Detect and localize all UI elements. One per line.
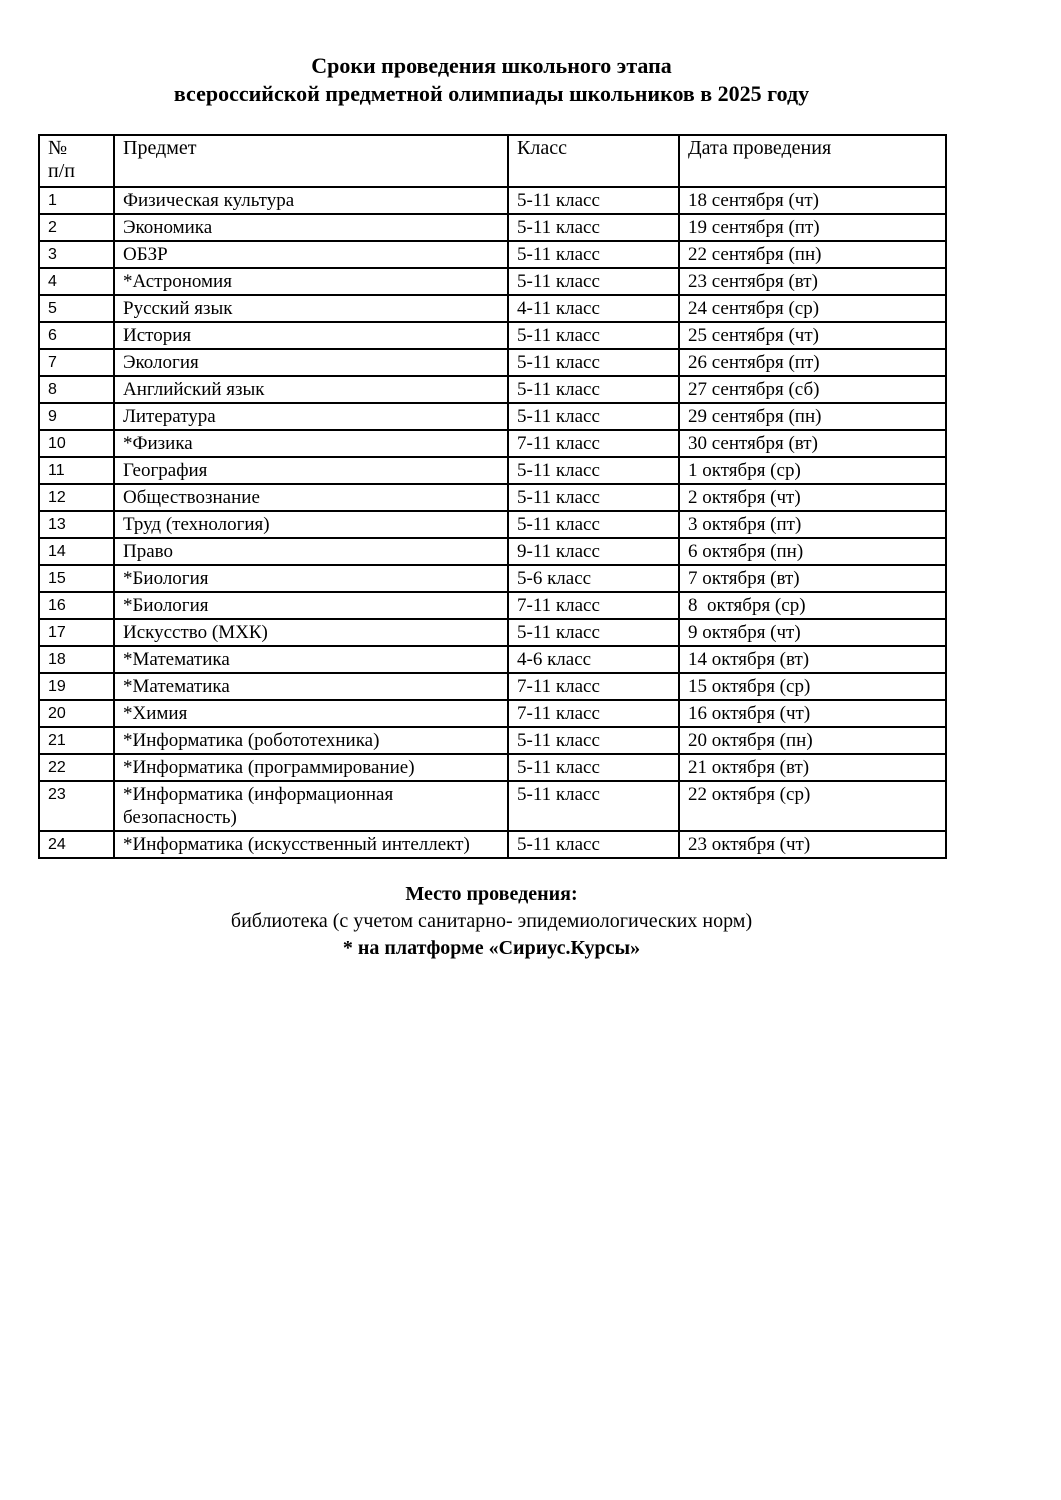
row-subject: *Математика xyxy=(114,646,508,673)
row-subject: *Физика xyxy=(114,430,508,457)
table-row xyxy=(39,322,946,349)
row-subject: *Химия xyxy=(114,700,508,727)
table-row xyxy=(39,241,946,268)
header-subject: Предмет xyxy=(114,135,508,187)
row-subject: География xyxy=(114,457,508,484)
row-subject: *Биология xyxy=(114,592,508,619)
table-row xyxy=(39,511,946,538)
table-row xyxy=(39,187,946,214)
platform-note: * на платформе «Сириус.Курсы» xyxy=(342,937,641,959)
row-grade: 4-6 класс xyxy=(508,646,679,673)
row-number: 12 xyxy=(39,484,114,511)
row-subject: *Информатика (программирование) xyxy=(114,754,508,781)
row-subject: *Биология xyxy=(114,565,508,592)
row-grade: 5-6 класс xyxy=(508,565,679,592)
table-row xyxy=(39,700,946,727)
row-number: 18 xyxy=(39,646,114,673)
row-number: 10 xyxy=(39,430,114,457)
row-date: 16 октября (чт) xyxy=(679,700,946,727)
row-number: 14 xyxy=(39,538,114,565)
row-grade: 5-11 класс xyxy=(508,322,679,349)
row-grade: 5-11 класс xyxy=(508,214,679,241)
row-number: 3 xyxy=(39,241,114,268)
table-row xyxy=(39,430,946,457)
row-date: 7 октября (вт) xyxy=(679,565,946,592)
header-date: Дата проведения xyxy=(679,135,946,187)
row-number: 13 xyxy=(39,511,114,538)
row-date: 22 сентября (пн) xyxy=(679,241,946,268)
row-grade: 5-11 класс xyxy=(508,831,679,858)
row-date: 15 октября (ср) xyxy=(679,673,946,700)
row-date: 3 октября (пт) xyxy=(679,511,946,538)
row-subject: Английский язык xyxy=(114,376,508,403)
row-subject: Литература xyxy=(114,403,508,430)
table-row xyxy=(39,349,946,376)
table-row xyxy=(39,403,946,430)
row-grade: 5-11 класс xyxy=(508,727,679,754)
table-row xyxy=(39,376,946,403)
row-number: 7 xyxy=(39,349,114,376)
row-grade: 5-11 класс xyxy=(508,403,679,430)
row-date: 29 сентября (пн) xyxy=(679,403,946,430)
row-grade: 5-11 класс xyxy=(508,349,679,376)
row-date: 14 октября (вт) xyxy=(679,646,946,673)
row-grade: 4-11 класс xyxy=(508,295,679,322)
row-number: 1 xyxy=(39,187,114,214)
row-grade: 5-11 класс xyxy=(508,268,679,295)
row-date: 2 октября (чт) xyxy=(679,484,946,511)
table-row xyxy=(39,592,946,619)
row-grade: 5-11 класс xyxy=(508,781,679,831)
row-subject: Русский язык xyxy=(114,295,508,322)
row-date: 9 октября (чт) xyxy=(679,619,946,646)
table-row xyxy=(39,484,946,511)
table-row xyxy=(39,268,946,295)
row-subject: *Информатика (информационная безопасность) xyxy=(114,781,508,831)
row-date: 21 октября (вт) xyxy=(679,754,946,781)
row-subject: Экономика xyxy=(114,214,508,241)
row-subject: История xyxy=(114,322,508,349)
row-date: 26 сентября (пт) xyxy=(679,349,946,376)
row-date: 22 октября (ср) xyxy=(679,781,946,831)
row-number: 21 xyxy=(39,727,114,754)
row-subject: Труд (технология) xyxy=(114,511,508,538)
row-date: 23 октября (чт) xyxy=(679,831,946,858)
table-row xyxy=(39,619,946,646)
header-number-line2: п/п xyxy=(48,160,75,182)
row-date: 27 сентября (сб) xyxy=(679,376,946,403)
row-subject: Искусство (МХК) xyxy=(114,619,508,646)
row-grade: 7-11 класс xyxy=(508,430,679,457)
row-date: 25 сентября (чт) xyxy=(679,322,946,349)
venue-detail: библиотека (с учетом санитарно- эпидемиологических норм) xyxy=(230,910,753,932)
row-date: 30 сентября (вт) xyxy=(679,430,946,457)
row-number: 9 xyxy=(39,403,114,430)
row-subject: *Информатика (искусственный интеллект) xyxy=(114,831,508,858)
row-number: 8 xyxy=(39,376,114,403)
table-row xyxy=(39,727,946,754)
row-grade: 5-11 класс xyxy=(508,376,679,403)
row-subject: Право xyxy=(114,538,508,565)
title-line-2: всероссийской предметной олимпиады школьников в 2025 году xyxy=(173,81,810,106)
row-grade: 5-11 класс xyxy=(508,754,679,781)
title-line-1: Сроки проведения школьного этапа xyxy=(311,53,672,78)
row-number: 2 xyxy=(39,214,114,241)
table-row xyxy=(39,831,946,858)
table-row xyxy=(39,214,946,241)
row-grade: 9-11 класс xyxy=(508,538,679,565)
document-page xyxy=(38,0,945,962)
row-date: 6 октября (пн) xyxy=(679,538,946,565)
row-subject: *Математика xyxy=(114,673,508,700)
document-title xyxy=(38,52,945,108)
row-number: 15 xyxy=(39,565,114,592)
row-grade: 5-11 класс xyxy=(508,457,679,484)
row-subject: Экология xyxy=(114,349,508,376)
header-grade: Класс xyxy=(508,135,679,187)
row-grade: 7-11 класс xyxy=(508,673,679,700)
row-grade: 5-11 класс xyxy=(508,187,679,214)
schedule-table-body xyxy=(39,187,946,858)
row-subject: Физическая культура xyxy=(114,187,508,214)
table-row xyxy=(39,538,946,565)
table-row xyxy=(39,295,946,322)
row-grade: 5-11 класс xyxy=(508,619,679,646)
row-subject: *Астрономия xyxy=(114,268,508,295)
header-number xyxy=(39,135,114,187)
row-number: 11 xyxy=(39,457,114,484)
row-grade: 5-11 класс xyxy=(508,484,679,511)
row-subject: ОБЗР xyxy=(114,241,508,268)
row-number: 24 xyxy=(39,831,114,858)
table-row xyxy=(39,673,946,700)
row-date: 19 сентября (пт) xyxy=(679,214,946,241)
table-header-row xyxy=(39,135,946,187)
row-grade: 5-11 класс xyxy=(508,511,679,538)
venue-heading: Место проведения: xyxy=(405,883,578,905)
row-date: 8 октября (ср) xyxy=(679,592,946,619)
row-number: 22 xyxy=(39,754,114,781)
header-number-line1: № xyxy=(48,137,68,159)
row-number: 4 xyxy=(39,268,114,295)
row-date: 23 сентября (вт) xyxy=(679,268,946,295)
row-grade: 7-11 класс xyxy=(508,592,679,619)
row-number: 19 xyxy=(39,673,114,700)
row-subject: Обществознание xyxy=(114,484,508,511)
olympiad-schedule-table xyxy=(38,134,947,859)
row-number: 20 xyxy=(39,700,114,727)
table-row xyxy=(39,646,946,673)
row-subject: *Информатика (робототехника) xyxy=(114,727,508,754)
row-date: 18 сентября (чт) xyxy=(679,187,946,214)
row-date: 1 октября (ср) xyxy=(679,457,946,484)
row-number: 6 xyxy=(39,322,114,349)
row-date: 20 октября (пн) xyxy=(679,727,946,754)
table-row xyxy=(39,781,946,831)
row-grade: 5-11 класс xyxy=(508,241,679,268)
row-number: 23 xyxy=(39,781,114,831)
table-row xyxy=(39,565,946,592)
table-row xyxy=(39,457,946,484)
row-number: 16 xyxy=(39,592,114,619)
row-number: 5 xyxy=(39,295,114,322)
footer-note xyxy=(38,881,945,962)
row-date: 24 сентября (ср) xyxy=(679,295,946,322)
row-grade: 7-11 класс xyxy=(508,700,679,727)
row-number: 17 xyxy=(39,619,114,646)
table-row xyxy=(39,754,946,781)
